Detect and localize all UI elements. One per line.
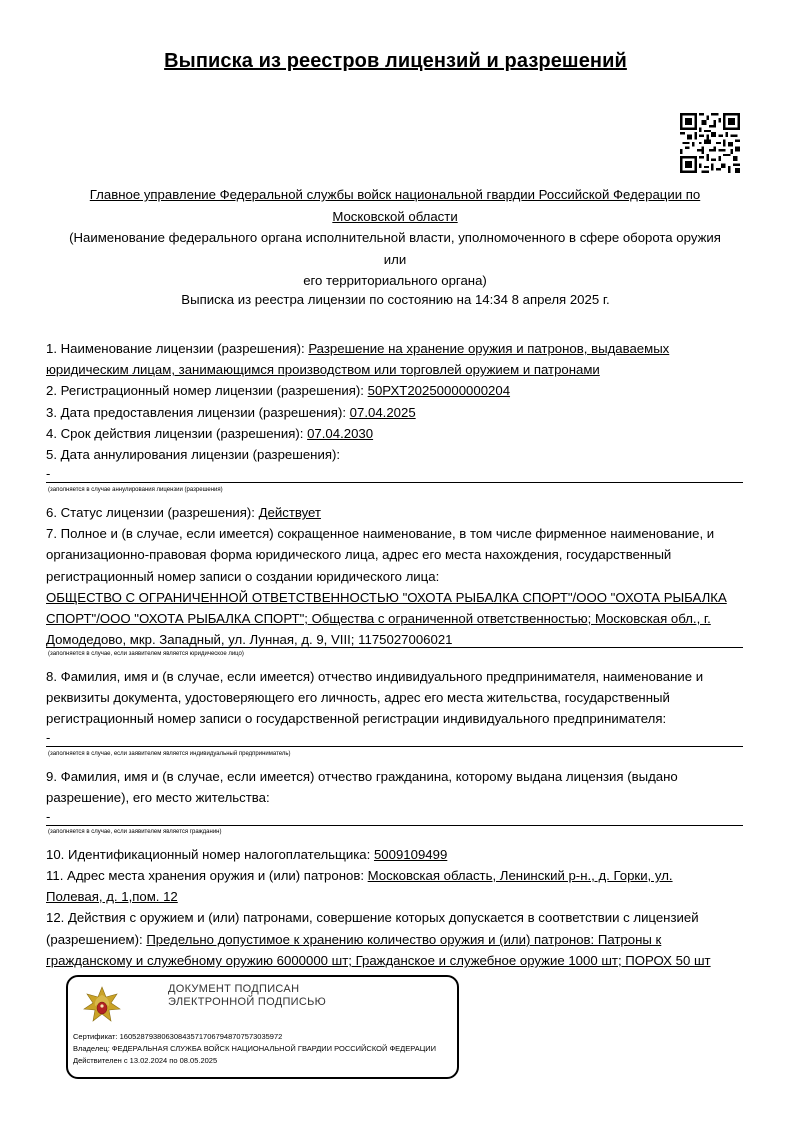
item-5-rule [46,482,743,483]
item-8-label-2: реквизиты документа, удостоверяющего его личность, адрес его места жительства, государственный [46,690,670,705]
item-10-label: 10. Идентификационный номер налогоплательщика: [46,847,374,862]
item-11-label: 11. Адрес места хранения оружия и (или) патронов: [46,868,368,883]
item-2-line [46,382,510,400]
item-11-value: Московская область, Ленинский р-н., д. Горки, ул. [367,868,673,883]
item-9-label-1: 9. Фамилия, имя и (в случае, если имеется) отчество гражданина, которому выдана лицензия (выдано [46,769,678,784]
item-7-value-2: СПОРТ"/ООО "ОХОТА РЫБАЛКА СПОРТ"; Общества с ограниченной ответственностью; Московская обл., г. [46,611,711,626]
authority-block [60,184,730,292]
item-7-note: (заполняется в случае, если заявителем является юридическое лицо) [48,651,244,657]
signature-certificate: Сертификат: 160528793806308435717067948707573035972 [73,1032,283,1041]
item-7-label-1: 7. Полное и (в случае, если имеется) сокращенное наименование, в том числе фирменное наименование, и [46,526,715,541]
item-8-note: (заполняется в случае, если заявителем является индивидуальный предприниматель) [48,751,291,757]
item-12-line-2 [46,931,661,949]
electronic-signature-stamp [66,975,459,1079]
item-11-line [46,867,673,885]
item-8-value: - [46,730,51,745]
authority-name-line2: Московской области [332,208,458,224]
document-title: Выписка из реестров лицензий и разрешений [164,50,627,72]
item-7-label-3: регистрационный номер записи о создании юридического лица: [46,569,440,584]
item-8-rule [46,746,743,747]
item-6-label: 6. Статус лицензии (разрешения): [46,505,259,520]
item-5-label: 5. Дата аннулирования лицензии (разрешения): [46,447,341,462]
item-3-label: 3. Дата предоставления лицензии (разрешения): [46,405,350,420]
item-12-label-1: 12. Действия с оружием и (или) патронами, совершение которых допускается в соответствии с лицензией [46,910,699,925]
item-10-value: 5009109499 [373,847,448,862]
authority-caption-line1: (Наименование федерального органа исполнительной власти, уполномоченного в сфере оборота оружия или [69,230,721,267]
item-7-value-1: ОБЩЕСТВО С ОГРАНИЧЕННОЙ ОТВЕТСТВЕННОСТЬЮ "ОХОТА РЫБАЛКА СПОРТ"/ООО "ОХОТА РЫБАЛКА [46,590,727,605]
authority-caption-line2: его территориального органа) [303,273,487,288]
signature-validity: Действителен с 13.02.2024 по 08.05.2025 [73,1056,218,1065]
item-5-note: (заполняется в случае аннулирования лицензии (разрешения) [48,487,223,493]
extract-date: Выписка из реестра лицензии по состоянию на 14:34 8 апреля 2025 г. [181,292,610,307]
rosgvardia-emblem-icon [80,983,124,1027]
item-9-rule [46,825,743,826]
item-4-value: 07.04.2030 [307,426,374,441]
item-9-label-2: разрешение), его место жительства: [46,790,270,805]
item-1-label: 1. Наименование лицензии (разрешения): [46,341,309,356]
item-6-line [46,504,321,522]
item-12-value-1: Предельно допустимое к хранению количество оружия и (или) патронов: Патроны к [146,932,662,947]
item-4-line [46,425,373,443]
signature-heading-1: ДОКУМЕНТ ПОДПИСАН [168,983,300,995]
item-2-value: 50РХТ20250000000204 [367,383,511,398]
item-12-label-2: (разрешением): [46,932,147,947]
item-1-line [46,340,669,358]
item-12-value-2: гражданскому и служебному оружию 6000000 шт; Гражданское и служебное оружие 1000 шт; ПОРОХ 50 шт [46,953,711,968]
qr-code-icon [680,113,740,173]
item-1-value: Разрешение на хранение оружия и патронов, выдаваемых [308,341,670,356]
item-4-label: 4. Срок действия лицензии (разрешения): [46,426,308,441]
item-1-value-cont: юридическим лицам, занимающимся производством или торговлей оружием и патронами [46,362,600,377]
item-10-line [46,846,447,864]
item-9-value: - [46,809,51,824]
authority-name-line1: Главное управление Федеральной службы войск национальной гвардии Российской Федерации по [89,187,701,202]
item-11-value-cont: Полевая, д. 1,пом. 12 [46,889,178,904]
item-9-note: (заполняется в случае, если заявителем является гражданин) [48,829,222,835]
signature-heading-2: ЭЛЕКТРОННОЙ ПОДПИСЬЮ [168,996,327,1008]
signature-owner: Владелец: ФЕДЕРАЛЬНАЯ СЛУЖБА ВОЙСК НАЦИОНАЛЬНОЙ ГВАРДИИ РОССИЙСКОЙ ФЕДЕРАЦИИ [73,1044,437,1053]
item-8-label-1: 8. Фамилия, имя и (в случае, если имеется) отчество индивидуального предпринимателя, наименование и [46,669,704,684]
item-2-label: 2. Регистрационный номер лицензии (разрешения): [46,383,368,398]
item-7-value-3: Домодедово, мкр. Западный, ул. Лунная, д. 9, VIII; 1175027006021 [46,632,453,647]
item-7-label-2: организационно-правовая форма юридического лица, адрес его места нахождения, государственный [46,547,672,562]
item-3-line [46,404,416,422]
item-7-rule [46,647,743,648]
item-6-value: Действует [258,505,321,520]
item-8-label-3: регистрационный номер записи о государственной регистрации индивидуального предпринимателя: [46,711,667,726]
item-5-value: - [46,466,51,481]
item-3-value: 07.04.2025 [349,405,416,420]
